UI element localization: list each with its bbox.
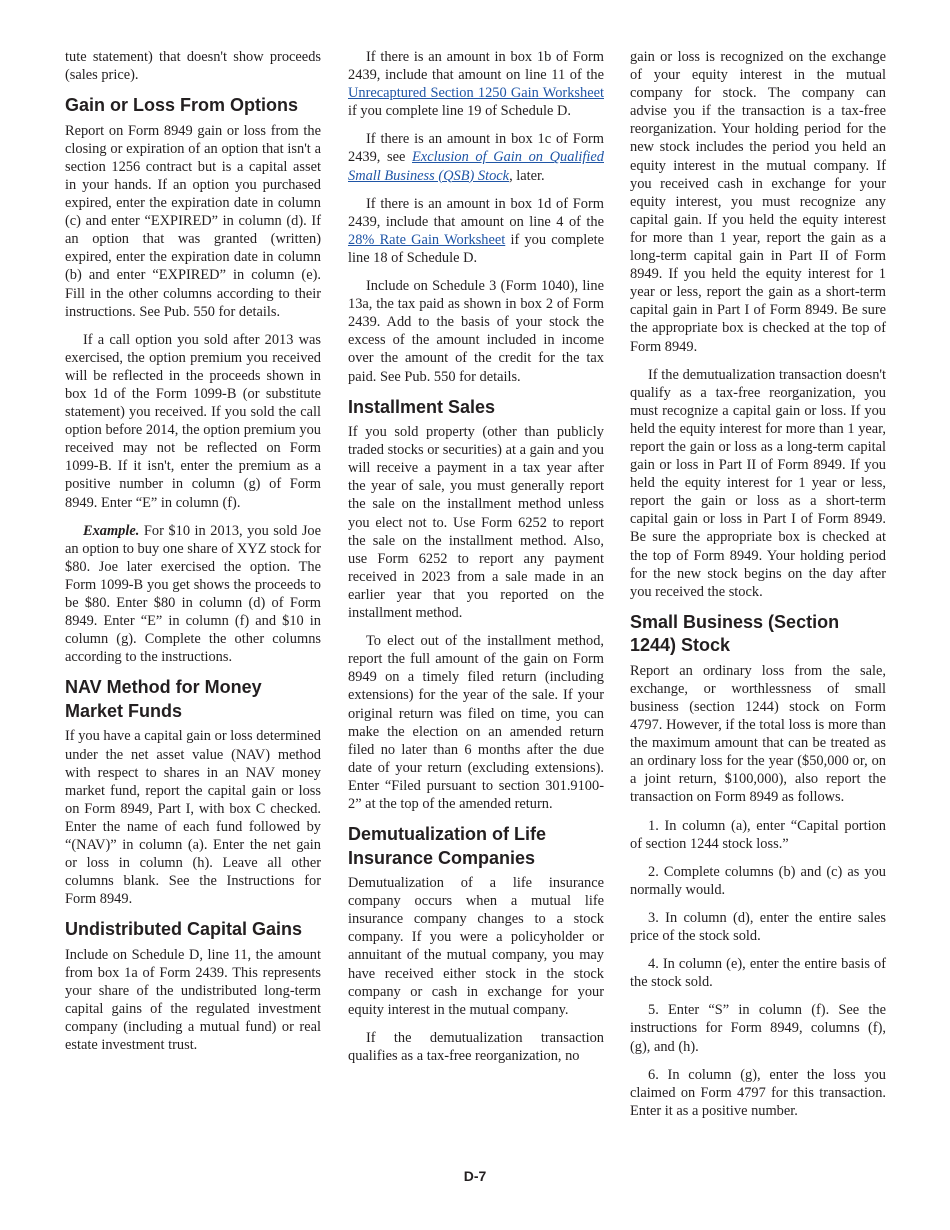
paragraph: gain or loss is recognized on the exchange of your equity interest in the mutual company for stock. The company can advise you if the transaction is a tax-free reorganization. Your holding period for the new stock includes the period you held an equity interest in the mutual company. If you received cash in exchange for your equity interest, you must recognize any capital gain. If you held the equity interest for more than 1 year, report the gain as a long-term capital gain in Part II of Form 8949. If you held the equity interest for 1 year or less, report the gain as a short-term capital gain in Part I of Form 8949. Be sure the appropriate box is checked at the top of Form 8949. xyxy=(630,49,886,355)
section-heading-nav-method-for-money-market-funds: NAV Method for Money Market Funds xyxy=(65,677,262,721)
paragraph xyxy=(348,48,604,120)
section-heading-demutualization-of-life-insurance-compan: Demutualization of Life Insurance Companies xyxy=(348,824,546,868)
paragraph-text: , later. xyxy=(509,167,545,184)
example-label: Example. xyxy=(83,522,140,539)
paragraph-text: If there is an amount in box 1c of Form 2439, see xyxy=(348,131,604,166)
paragraph: 3. In column (d), enter the entire sales price of the stock sold. xyxy=(630,909,886,945)
paragraph: Include on Schedule 3 (Form 1040), line 13a, the tax paid as shown in box 2 of Form 2439. Add to the basis of your stock the excess of the amount included in income over the amount of the credit for the tax paid. See Pub. 550 for details. xyxy=(348,278,604,385)
column-3 xyxy=(630,48,886,1130)
section-heading-gain-or-loss-from-options: Gain or Loss From Options xyxy=(65,95,299,116)
column-1 xyxy=(65,48,321,1064)
paragraph: 5. Enter “S” in column (f). See the instructions for Form 8949, columns (f), (g), and (h). xyxy=(630,1002,886,1055)
paragraph: If you sold property (other than publicly traded stocks or securities) at a gain and you will receive a payment in a tax year after the year of sale, you must generally report the sale on the installment method unless you elect not to. Use Form 6252 to report the sale on the installment method. Also, use Form 6252 to report any payment received in 2023 from a sale made in an earlier year that you reported on the installment method. xyxy=(348,424,604,622)
paragraph: Include on Schedule D, line 11, the amount from box 1a of Form 2439. This represents your share of the undistributed long-term capital gains of the regulated investment company (including a mutual fund) or real estate investment trust. xyxy=(65,946,321,1054)
paragraph-text: For $10 in 2013, you sold Joe an option to buy one share of XYZ stock for $80. Joe later exercised the option. The Form 1099-B you get shows the proceeds to be $80. Enter $80 in column (d) of Form 8949. Enter “E” in column (f) and $10 in column (g). Complete the other columns according to the instructions. xyxy=(65,522,321,666)
paragraph xyxy=(348,195,604,267)
paragraph xyxy=(65,522,321,667)
paragraph: To elect out of the installment method, report the full amount of the gain on Form 8949 on a timely filed return (including extensions) for the year of the sale. If your original return was filed on time, you can make the election on an amended return filed no later than 6 months after the due date of your return (excluding extensions). Enter “Filed pursuant to section 301.9100-2” at the top of the amended return. xyxy=(348,633,604,812)
column-2 xyxy=(348,48,604,1075)
link-unrecaptured-section-1250-gain-worksheet[interactable]: Unrecaptured Section 1250 Gain Worksheet xyxy=(348,85,604,102)
paragraph-text: if you complete line 19 of Schedule D. xyxy=(348,103,571,120)
section-heading-installment-sales: Installment Sales xyxy=(348,396,496,417)
paragraph-text: If there is an amount in box 1d of Form 2439, include that amount on line 4 of the xyxy=(348,195,604,230)
paragraph: If the demutualization transaction qualifies as a tax-free reorganization, no xyxy=(348,1029,604,1064)
paragraph: tute statement) that doesn't show proceeds (sales price). xyxy=(65,49,321,84)
paragraph: If you have a capital gain or loss determined under the net asset value (NAV) method with respect to shares in an NAV money market fund, report the capital gain or loss on Form 8949, Part I, with box C checked. Enter the name of each fund followed by “(NAV)” in column (a). Enter the net gain or loss in column (h). Leave all other columns blank. See the Instructions for Form 8949. xyxy=(65,728,321,908)
paragraph-text: If there is an amount in box 1b of Form 2439, include that amount on line 11 of the xyxy=(348,49,604,84)
section-heading-small-business-section-1244-stock: Small Business (Section 1244) Stock xyxy=(630,611,840,656)
paragraph: Report an ordinary loss from the sale, exchange, or worthlessness of small business (section 1244) stock on Form 4797. However, if the total loss is more than the maximum amount that can be treated as an ordinary loss for the year ($50,000 or, on a joint return, $100,000), also report the transaction on Form 8949 as follows. xyxy=(630,662,886,806)
paragraph: Report on Form 8949 gain or loss from the closing or expiration of an option that isn't a section 1256 contract but is a capital asset in your hands. If an option you purchased expired, enter the expiration date in column (c) and enter “EXPIRED” in column (d). If an option that was granted (written) expired, enter the expiration date in column (b) and enter “EXPIRED” in column (e). Fill in the other columns according to their instructions. See Pub. 550 for details. xyxy=(65,122,321,320)
paragraph: If a call option you sold after 2013 was exercised, the option premium you received will be reflected in the proceeds shown in box 1d of the Form 1099-B (or substitute statement) you received. If you sold the call option before 2014, the option premium you received may not be reflected on Form 1099-B. If it isn't, enter the premium as a positive number in column (g) of Form 8949. Enter “E” in column (f). xyxy=(65,331,321,511)
link-28-rate-gain-worksheet[interactable]: 28% Rate Gain Worksheet xyxy=(348,231,506,248)
page-number: D-7 xyxy=(463,1168,487,1184)
paragraph: Demutualization of a life insurance company occurs when a mutual life insurance company changes to a stock company. If you were a policyholder or annuitant of the mutual company, you may have received either stock in the stock company or cash in exchange for your equity interest in the mutual company. xyxy=(348,875,604,1018)
paragraph-text: if you complete line 18 of Schedule D. xyxy=(348,231,604,266)
paragraph: 2. Complete columns (b) and (c) as you normally would. xyxy=(630,863,886,898)
paragraph: 6. In column (g), enter the loss you claimed on Form 4797 for this transaction. Enter it as a positive number. xyxy=(630,1066,886,1119)
paragraph: 4. In column (e), enter the entire basis of the stock sold. xyxy=(630,956,886,991)
paragraph: If the demutualization transaction doesn't qualify as a tax-free reorganization, you must recognize a capital gain or loss. If you held the equity interest for more than 1 year, report the gain or loss as a long-term capital gain or loss in Part II of Form 8949. If you held the equity interest for 1 year or less, report the gain or loss as a short-term capital gain or loss in Part I of Form 8949. Be sure the appropriate box is checked at the top of Form 8949. Your holding period for the new stock begins on the day after you received the stock. xyxy=(630,366,886,600)
section-heading-undistributed-capital-gains: Undistributed Capital Gains xyxy=(65,919,303,940)
paragraph: 1. In column (a), enter “Capital portion of section 1244 stock loss.” xyxy=(630,817,886,852)
paragraph xyxy=(348,130,604,184)
link-exclusion-of-gain-on-qualified-small-bus[interactable]: Exclusion of Gain on Qualified Small Business (QSB) Stock xyxy=(348,149,604,184)
